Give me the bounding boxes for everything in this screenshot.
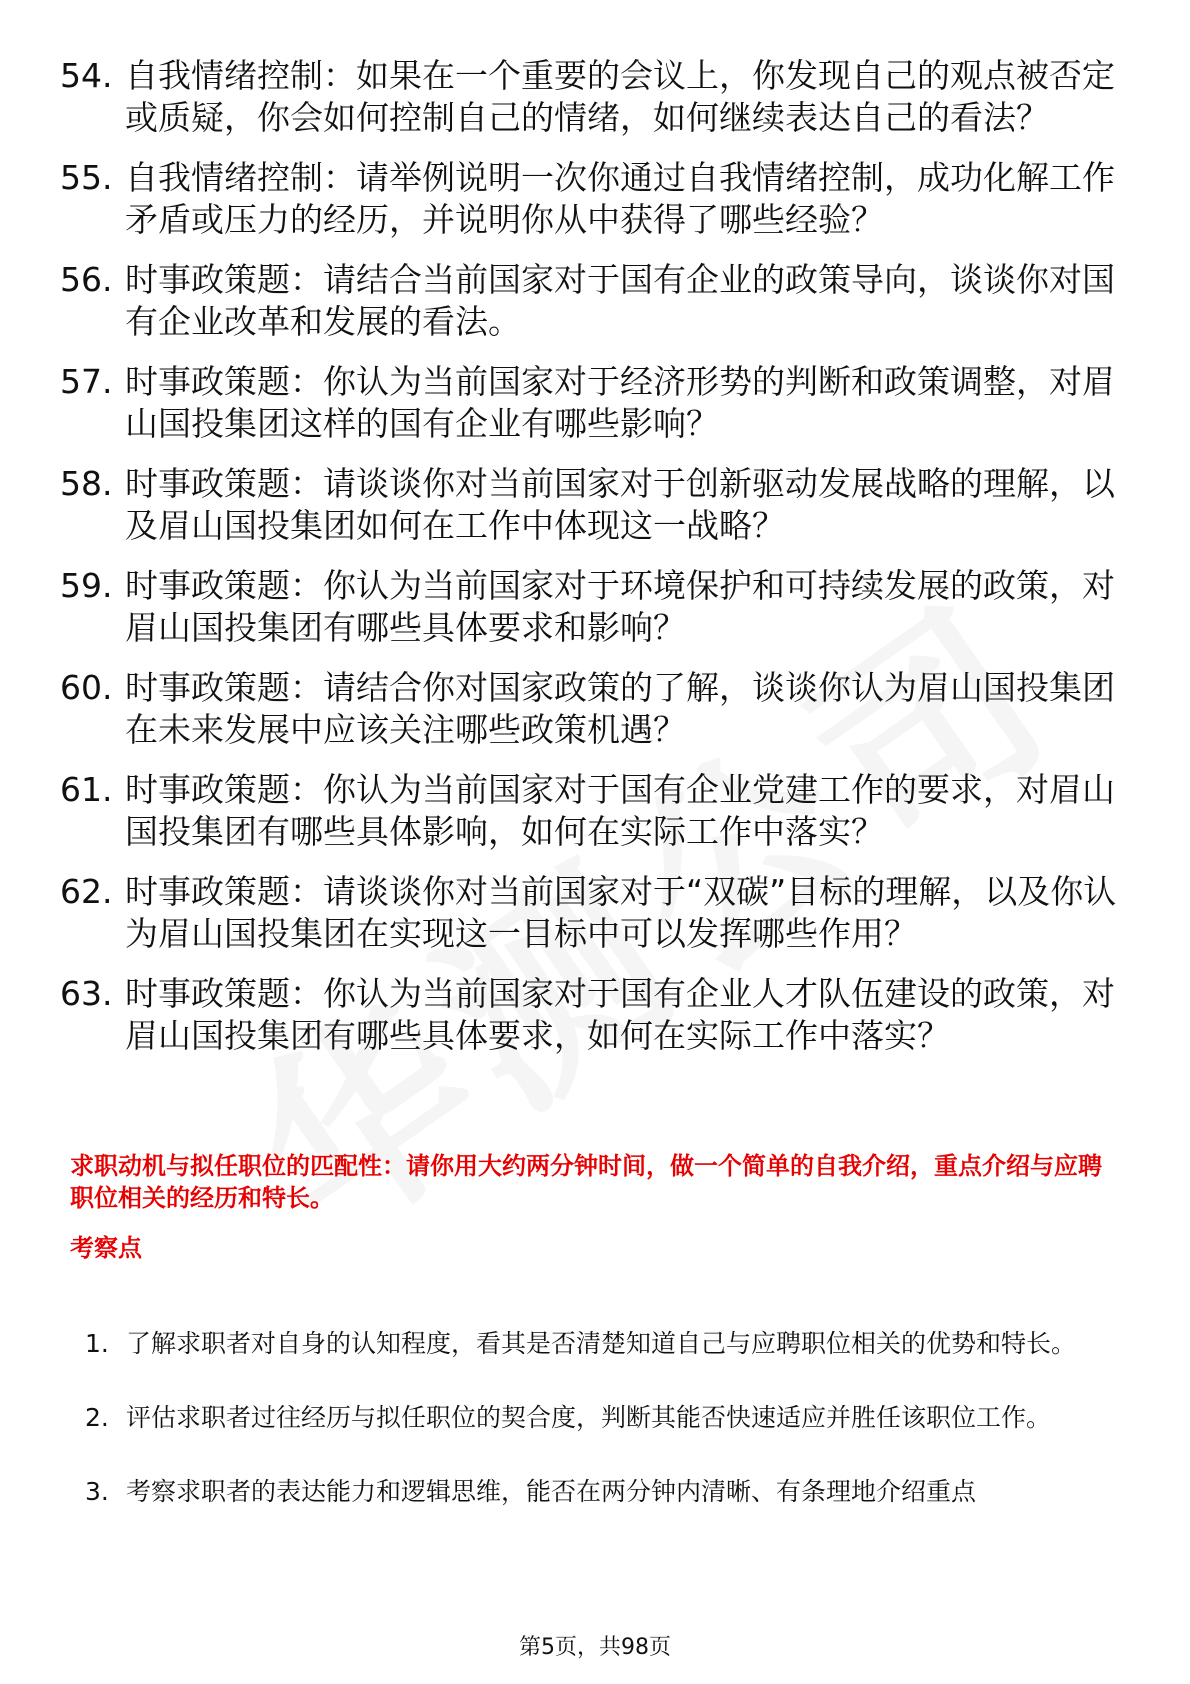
question-text: 时事政策题：请结合你对国家政策的了解，谈谈你认为眉山国投集团在未来发展中应该关注哪些政策机遇？ (125, 668, 1115, 749)
question-text: 时事政策题：请谈谈你对当前国家对于“双碳”目标的理解，以及你认为眉山国投集团在实现这一目标中可以发挥哪些作用？ (125, 872, 1117, 953)
point-text: 考察求职者的表达能力和逻辑思维，能否在两分钟内清晰、有条理地介绍重点 (126, 1477, 977, 1506)
point-number: 3. (85, 1477, 109, 1506)
question-number: 63. (60, 974, 113, 1013)
focus-point-item (85, 1386, 1125, 1450)
question-number: 61. (60, 770, 113, 809)
question-number: 55. (60, 158, 113, 197)
question-text: 时事政策题：你认为当前国家对于国有企业人才队伍建设的政策，对眉山国投集团有哪些具体要求，如何在实际工作中落实？ (125, 974, 1115, 1055)
focus-point-list (85, 1312, 1125, 1534)
focus-point-item (85, 1312, 1125, 1376)
question-item (60, 157, 1120, 241)
page-footer: 第5页，共98页 (519, 1635, 671, 1660)
question-text: 时事政策题：请谈谈你对当前国家对于创新驱动发展战略的理解，以及眉山国投集团如何在工作中体现这一战略？ (125, 464, 1115, 545)
question-item (60, 361, 1120, 445)
question-number: 62. (60, 872, 113, 911)
question-item (60, 55, 1120, 139)
point-number: 2. (85, 1403, 109, 1432)
question-text: 时事政策题：你认为当前国家对于环境保护和可持续发展的政策，对眉山国投集团有哪些具体要求和影响？ (125, 566, 1115, 647)
point-text: 评估求职者过往经历与拟任职位的契合度，判断其能否快速适应并胜任该职位工作。 (126, 1403, 1052, 1432)
question-item (60, 871, 1120, 955)
focus-point-item (85, 1460, 1125, 1524)
question-item (60, 463, 1120, 547)
question-item (60, 973, 1120, 1057)
question-text: 时事政策题：你认为当前国家对于国有企业党建工作的要求，对眉山国投集团有哪些具体影响，如何在实际工作中落实？ (125, 770, 1115, 851)
question-number: 56. (60, 260, 113, 299)
question-number: 60. (60, 668, 113, 707)
question-text: 时事政策题：请结合当前国家对于国有企业的政策导向，谈谈你对国有企业改革和发展的看法。 (125, 260, 1115, 341)
question-item (60, 667, 1120, 751)
question-item (60, 259, 1120, 343)
question-number: 54. (60, 56, 113, 95)
question-item (60, 565, 1120, 649)
point-number: 1. (85, 1329, 109, 1358)
question-number: 58. (60, 464, 113, 503)
question-number: 59. (60, 566, 113, 605)
question-item (60, 769, 1120, 853)
question-text: 自我情绪控制：请举例说明一次你通过自我情绪控制，成功化解工作矛盾或压力的经历，并说明你从中获得了哪些经验？ (125, 158, 1115, 239)
question-text: 自我情绪控制：如果在一个重要的会议上，你发现自己的观点被否定或质疑，你会如何控制自己的情绪，如何继续表达自己的看法？ (125, 56, 1115, 137)
question-text: 时事政策题：你认为当前国家对于经济形势的判断和政策调整，对眉山国投集团这样的国有企业有哪些影响？ (125, 362, 1115, 443)
question-list (60, 55, 1120, 1075)
point-text: 了解求职者对自身的认知程度，看其是否清楚知道自己与应聘职位相关的优势和特长。 (126, 1329, 1077, 1358)
section-title: 求职动机与拟任职位的匹配性：请你用大约两分钟时间，做一个简单的自我介绍，重点介绍与应聘职位相关的经历和特长。 (70, 1152, 1102, 1212)
focus-label: 考察点 (70, 1234, 142, 1262)
question-number: 57. (60, 362, 113, 401)
